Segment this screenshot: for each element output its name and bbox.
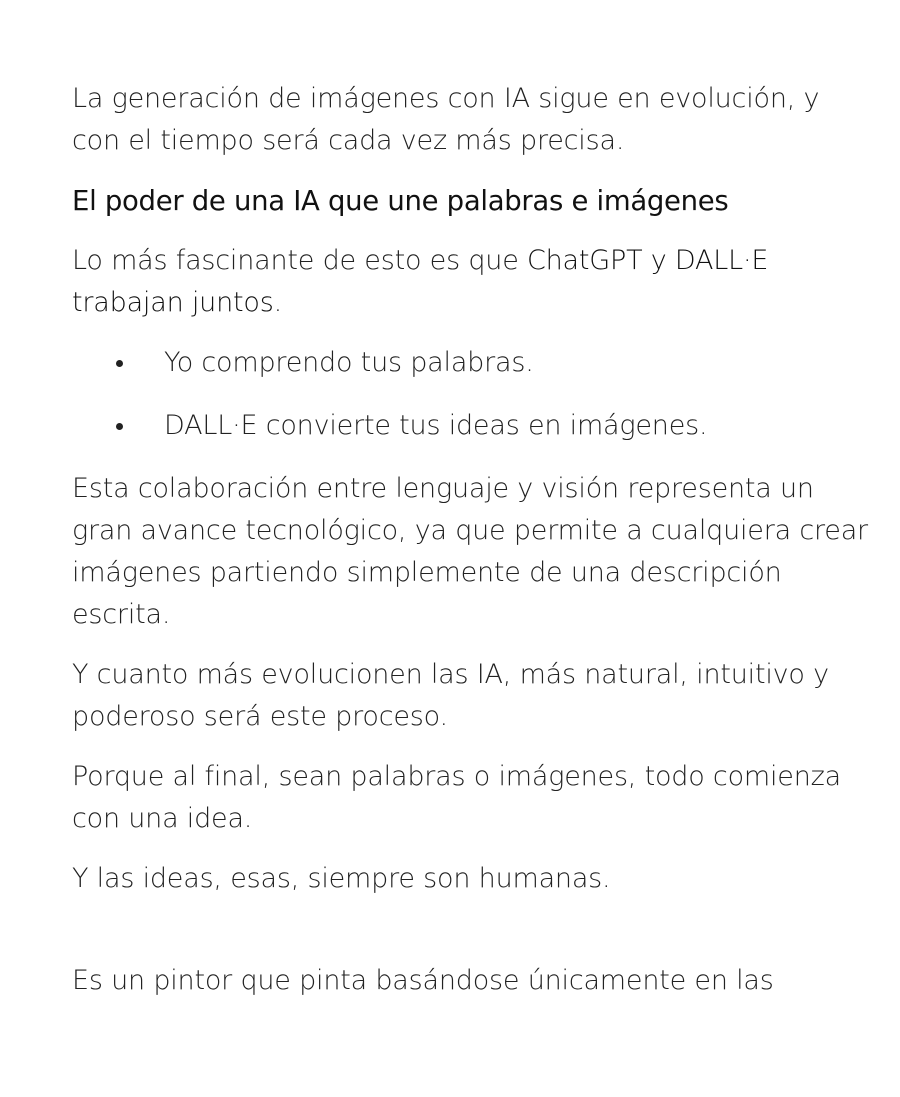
bullet-list (72, 342, 872, 447)
bullet-icon (116, 360, 123, 367)
document-body (72, 78, 872, 1020)
section-heading: El poder de una IA que une palabras e imágenes (72, 185, 729, 217)
paragraph-human: Y las ideas, esas, siempre son humanas. (72, 863, 611, 894)
paragraph-text-start: Lo más fascinante de esto es que (72, 245, 527, 276)
paragraph-evolution: Y cuanto más evolucionen las IA, más natural, intuitivo y poderoso será este proceso. (72, 659, 829, 732)
paragraph-ai-evolution: La generación de imágenes con IA sigue en evolución, y con el tiempo será cada vez más precisa. (72, 83, 820, 156)
list-item (72, 342, 872, 384)
paragraph-collaboration: Esta colaboración entre lenguaje y visión representa un gran avance tecnológico, ya que permite a cualquiera crear imágenes partiendo simplemente de una descripción escrita. (72, 473, 868, 630)
list-item-text: DALL·E convierte tus ideas en imágenes. (164, 410, 708, 441)
emphasis-chatgpt-dalle: ChatGPT y DALL·E trabajan juntos (72, 245, 769, 318)
paragraph-painter: Es un pintor que pinta basándose únicamente en las (72, 965, 774, 996)
paragraph-work-together (72, 240, 872, 324)
paragraph-period: . (273, 287, 282, 318)
list-item (72, 405, 872, 447)
list-item-text: Yo comprendo tus palabras. (164, 347, 534, 378)
spacer (72, 918, 872, 960)
bullet-icon (116, 423, 123, 430)
paragraph-idea: Porque al final, sean palabras o imágenes, todo comienza con una idea. (72, 761, 841, 834)
